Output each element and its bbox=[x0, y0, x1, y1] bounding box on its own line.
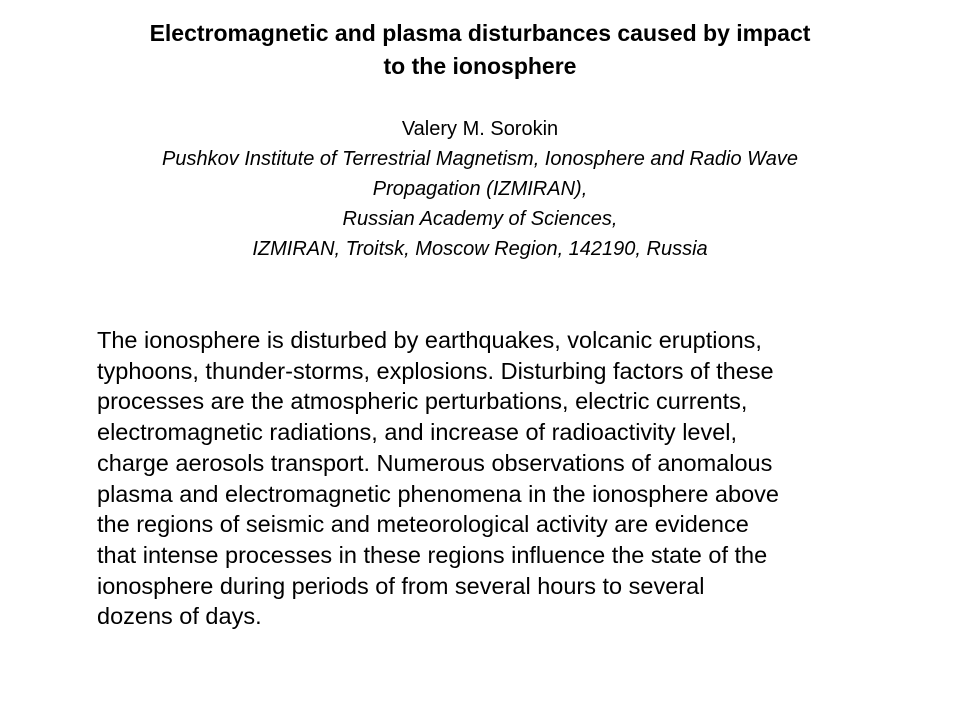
affiliation-line: Propagation (IZMIRAN), bbox=[372, 178, 588, 200]
author-affiliation bbox=[40, 144, 920, 264]
abstract-line: that intense processes in these regions influence the state of the bbox=[97, 541, 768, 568]
abstract-line: the regions of seismic and meteorological activity are evidence bbox=[97, 511, 749, 538]
abstract-line: processes are the atmospheric perturbations, electric currents, bbox=[97, 388, 748, 415]
author-name: Valery M. Sorokin bbox=[401, 118, 559, 140]
abstract-line: plasma and electromagnetic phenomena in the ionosphere above bbox=[97, 480, 779, 507]
title-line: to the ionosphere bbox=[383, 53, 577, 79]
title-line: Electromagnetic and plasma disturbances caused by impact bbox=[149, 20, 811, 46]
document-title bbox=[60, 17, 900, 83]
abstract-line: dozens of days. bbox=[97, 603, 262, 630]
abstract-line: electromagnetic radiations, and increase of radioactivity level, bbox=[97, 419, 738, 446]
abstract-line: ionosphere during periods of from several hours to several bbox=[97, 572, 705, 599]
affiliation-line: Pushkov Institute of Terrestrial Magnetism, Ionosphere and Radio Wave bbox=[162, 148, 798, 170]
affiliation-line: Russian Academy of Sciences, bbox=[342, 208, 618, 230]
abstract-line: The ionosphere is disturbed by earthquakes, volcanic eruptions, bbox=[97, 327, 762, 353]
abstract-line: charge aerosols transport. Numerous observations of anomalous bbox=[97, 449, 773, 476]
abstract-paragraph bbox=[97, 325, 877, 632]
abstract-line: typhoons, thunder-storms, explosions. Disturbing factors of these bbox=[97, 357, 774, 384]
affiliation-line: IZMIRAN, Troitsk, Moscow Region, 142190, Russia bbox=[252, 238, 708, 260]
